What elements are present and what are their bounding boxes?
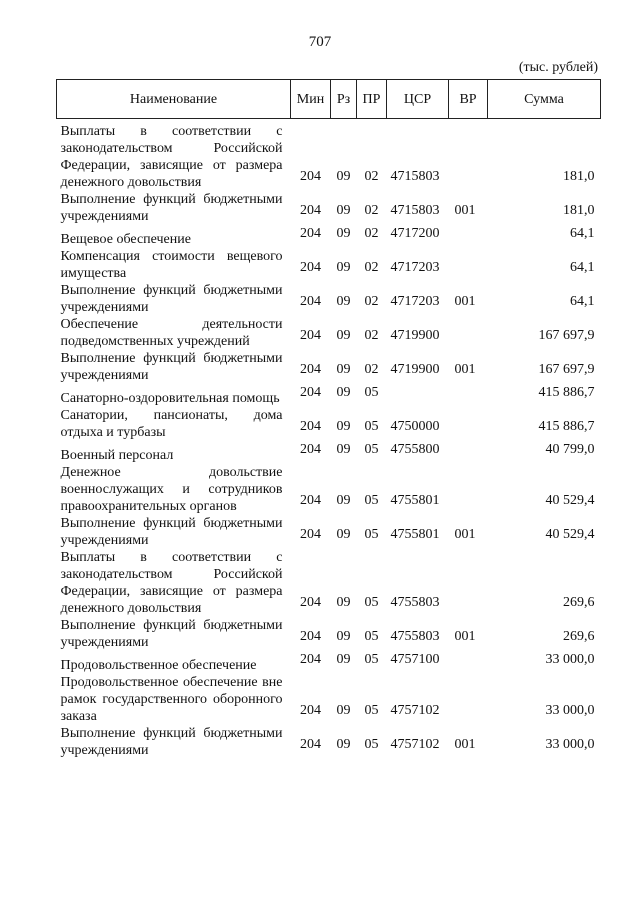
cell-pr: 05	[364, 652, 379, 667]
cell-name: Выполнение функций бюджетными учреждениями	[60, 726, 283, 758]
cell-rz: 09	[336, 260, 351, 275]
cell-vr	[449, 225, 488, 248]
cell-rz: 09	[336, 527, 351, 542]
cell-min: 204	[300, 703, 321, 718]
table-row	[57, 441, 601, 464]
cell-vr: 001	[454, 737, 476, 752]
table-body	[57, 119, 601, 760]
cell-csr: 4757100	[390, 652, 440, 667]
cell-min: 204	[300, 294, 321, 309]
table-row	[57, 191, 601, 225]
cell-name: Вещевое обеспечение	[60, 232, 191, 247]
cell-sum: 64,1	[570, 294, 595, 309]
cell-min: 204	[300, 362, 321, 377]
cell-csr: 4719900	[390, 328, 440, 343]
cell-name: Санаторно-оздоровительная помощь	[60, 391, 280, 406]
cell-pr: 02	[364, 260, 379, 275]
cell-sum: 415 886,7	[538, 419, 595, 434]
cell-min: 204	[300, 169, 321, 184]
cell-min: 204	[300, 493, 321, 508]
cell-csr: 4757102	[390, 703, 440, 718]
cell-name: Санатории, пансионаты, дома отдыха и турбазы	[60, 408, 283, 440]
cell-csr: 4755801	[390, 493, 440, 508]
cell-rz: 09	[336, 226, 351, 241]
cell-sum: 64,1	[570, 260, 595, 275]
cell-vr: 001	[454, 362, 476, 377]
cell-sum: 40 529,4	[545, 493, 595, 508]
cell-vr	[449, 651, 488, 674]
cell-vr	[449, 549, 488, 617]
header-sum: Сумма	[488, 80, 601, 119]
cell-pr: 02	[364, 169, 379, 184]
table-row	[57, 225, 601, 248]
table-row	[57, 384, 601, 407]
cell-min: 204	[300, 226, 321, 241]
cell-name: Продовольственное обеспечение	[60, 658, 257, 673]
cell-csr: 4715803	[390, 169, 440, 184]
cell-rz: 09	[336, 294, 351, 309]
table-row	[57, 407, 601, 441]
table-row	[57, 316, 601, 350]
header-vr: ВР	[449, 80, 488, 119]
cell-name: Военный персонал	[60, 448, 174, 463]
table-row	[57, 282, 601, 316]
cell-rz: 09	[336, 419, 351, 434]
cell-csr: 4750000	[390, 419, 440, 434]
units-label: (тыс. рублей)	[518, 60, 598, 75]
cell-csr: 4755803	[390, 629, 440, 644]
cell-sum: 167 697,9	[538, 328, 595, 343]
cell-pr: 02	[364, 294, 379, 309]
cell-rz: 09	[336, 328, 351, 343]
cell-pr: 05	[364, 629, 379, 644]
cell-sum: 40 799,0	[545, 442, 595, 457]
cell-sum: 33 000,0	[545, 737, 595, 752]
header-pr: ПР	[357, 80, 387, 119]
cell-csr: 4715803	[390, 203, 440, 218]
cell-csr: 4755800	[390, 442, 440, 457]
header-rz: Рз	[331, 80, 357, 119]
cell-rz: 09	[336, 737, 351, 752]
cell-pr: 05	[364, 419, 379, 434]
cell-name: Выполнение функций бюджетными учреждениями	[60, 618, 283, 650]
cell-vr	[449, 119, 488, 192]
cell-min: 204	[300, 527, 321, 542]
cell-min: 204	[300, 385, 321, 400]
cell-pr: 02	[364, 328, 379, 343]
cell-rz: 09	[336, 595, 351, 610]
cell-csr: 4757102	[390, 737, 440, 752]
cell-name: Выплаты в соответствии с законодательством Российской Федерации, зависящие от размера денежного довольствия	[60, 550, 283, 616]
table-row	[57, 651, 601, 674]
cell-pr: 02	[364, 362, 379, 377]
cell-rz: 09	[336, 169, 351, 184]
cell-name: Продовольственное обеспечение вне рамок государственного оборонного заказа	[60, 675, 283, 724]
cell-sum: 33 000,0	[545, 652, 595, 667]
cell-min: 204	[300, 328, 321, 343]
budget-table	[56, 79, 601, 759]
cell-csr: 4719900	[390, 362, 440, 377]
header-name: Наименование	[57, 80, 291, 119]
cell-min: 204	[300, 203, 321, 218]
cell-pr: 05	[364, 385, 379, 400]
cell-vr	[449, 316, 488, 350]
cell-vr	[449, 464, 488, 515]
cell-csr: 4717203	[390, 294, 440, 309]
cell-pr: 02	[364, 226, 379, 241]
header-csr: ЦСР	[387, 80, 449, 119]
table-row	[57, 119, 601, 192]
cell-csr: 4717203	[390, 260, 440, 275]
cell-pr: 05	[364, 493, 379, 508]
cell-pr: 05	[364, 737, 379, 752]
cell-min: 204	[300, 652, 321, 667]
cell-pr: 05	[364, 703, 379, 718]
cell-rz: 09	[336, 203, 351, 218]
cell-min: 204	[300, 260, 321, 275]
cell-rz: 09	[336, 493, 351, 508]
cell-sum: 415 886,7	[538, 385, 595, 400]
page-number: 707	[308, 34, 332, 50]
cell-min: 204	[300, 442, 321, 457]
cell-name: Выполнение функций бюджетными учреждениями	[60, 516, 283, 548]
cell-sum: 269,6	[563, 629, 595, 644]
cell-vr	[449, 384, 488, 407]
cell-csr	[387, 384, 449, 407]
cell-vr	[449, 674, 488, 725]
cell-vr: 001	[454, 294, 476, 309]
cell-min: 204	[300, 737, 321, 752]
cell-csr: 4717200	[390, 226, 440, 241]
cell-csr: 4755803	[390, 595, 440, 610]
cell-name: Выполнение функций бюджетными учреждениями	[60, 192, 283, 224]
cell-min: 204	[300, 629, 321, 644]
cell-name: Денежное довольствие военнослужащих и сотрудников правоохранительных органов	[60, 465, 283, 514]
table-row	[57, 350, 601, 384]
table-row	[57, 674, 601, 725]
cell-pr: 05	[364, 595, 379, 610]
cell-min: 204	[300, 419, 321, 434]
cell-csr: 4755801	[390, 527, 440, 542]
cell-sum: 269,6	[563, 595, 595, 610]
table-row	[57, 725, 601, 759]
cell-pr: 05	[364, 527, 379, 542]
cell-vr: 001	[454, 629, 476, 644]
cell-rz: 09	[336, 629, 351, 644]
cell-vr	[449, 248, 488, 282]
cell-rz: 09	[336, 385, 351, 400]
cell-pr: 05	[364, 442, 379, 457]
cell-name: Компенсация стоимости вещевого имущества	[60, 249, 283, 281]
cell-name: Обеспечение деятельности подведомственных учреждений	[60, 317, 283, 349]
cell-rz: 09	[336, 362, 351, 377]
cell-sum: 181,0	[563, 203, 595, 218]
cell-rz: 09	[336, 703, 351, 718]
cell-vr: 001	[454, 203, 476, 218]
cell-pr: 02	[364, 203, 379, 218]
table-row	[57, 515, 601, 549]
cell-min: 204	[300, 595, 321, 610]
cell-vr	[449, 407, 488, 441]
table-header	[57, 80, 601, 119]
table-row	[57, 549, 601, 617]
cell-rz: 09	[336, 652, 351, 667]
cell-name: Выполнение функций бюджетными учреждениями	[60, 283, 283, 315]
cell-sum: 181,0	[563, 169, 595, 184]
cell-vr	[449, 441, 488, 464]
table-row	[57, 464, 601, 515]
cell-sum: 40 529,4	[545, 527, 595, 542]
cell-rz: 09	[336, 442, 351, 457]
cell-sum: 64,1	[570, 226, 595, 241]
cell-sum: 33 000,0	[545, 703, 595, 718]
table-row	[57, 617, 601, 651]
cell-sum: 167 697,9	[538, 362, 595, 377]
cell-name: Выплаты в соответствии с законодательством Российской Федерации, зависящие от размера денежного довольствия	[60, 124, 283, 190]
cell-name: Выполнение функций бюджетными учреждениями	[60, 351, 283, 383]
table-row	[57, 248, 601, 282]
header-min: Мин	[291, 80, 331, 119]
cell-vr: 001	[454, 527, 476, 542]
